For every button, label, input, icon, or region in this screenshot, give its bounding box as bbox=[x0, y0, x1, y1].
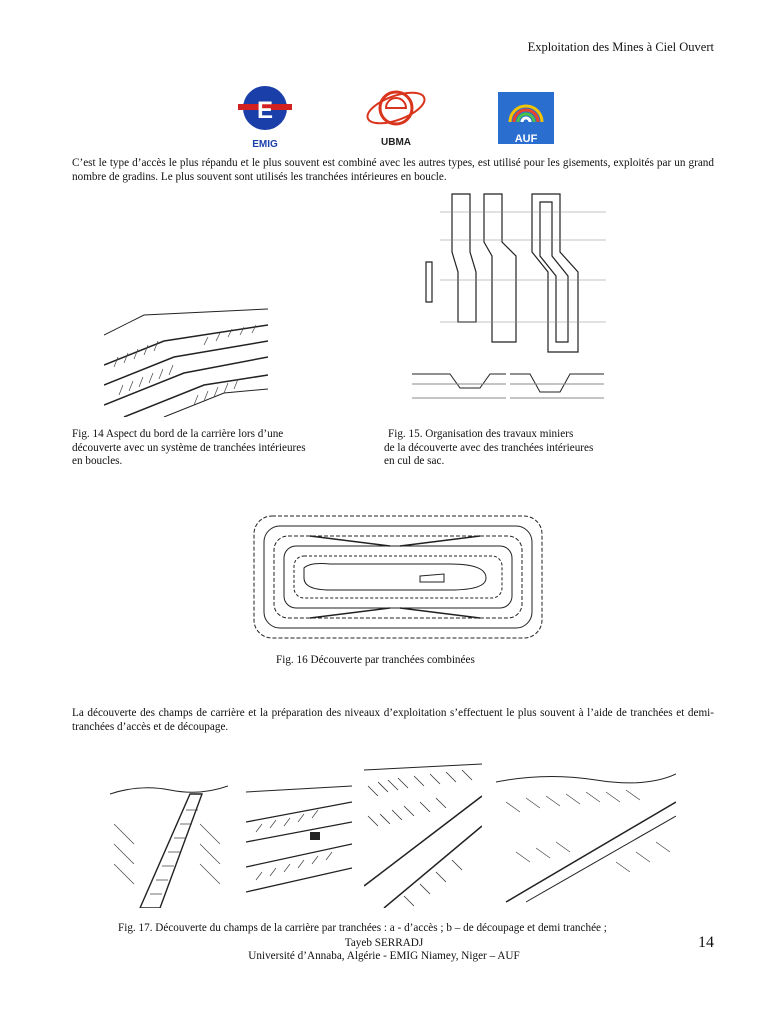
figure-17b-image bbox=[246, 772, 352, 904]
emig-emblem-icon bbox=[234, 84, 296, 134]
figure-15-caption bbox=[384, 428, 704, 469]
ubma-emblem-icon bbox=[360, 84, 432, 132]
logo-auf-label: AUF bbox=[514, 133, 538, 145]
svg-text:E: E bbox=[256, 97, 274, 124]
footer-affiliation: Université d’Annaba, Algérie - EMIG Niamey, Niger – AUF bbox=[248, 950, 520, 962]
cul-de-sac-trench-plan-icon bbox=[410, 192, 606, 418]
auf-emblem-icon bbox=[498, 92, 554, 128]
figure-14-image bbox=[104, 305, 268, 417]
second-paragraph: La découverte des champs de carrière et la préparation des niveaux d’exploitation s’effectuent le plus souvent à l’aide de tranchées et demi-tranchées d’accès et de découpage. bbox=[72, 707, 714, 733]
figure-16-caption: Fig. 16 Découverte par tranchées combinées bbox=[276, 654, 475, 666]
figure-15-caption-line: de la découverte avec des tranchées intérieures bbox=[384, 441, 594, 454]
half-trench-sketch-icon bbox=[364, 756, 482, 908]
figure-15-caption-line: Fig. 15. Organisation des travaux miniers bbox=[388, 428, 574, 440]
cutting-trench-sketch-icon bbox=[246, 772, 352, 904]
figure-16-image bbox=[250, 512, 546, 642]
logo-ubma bbox=[360, 84, 432, 146]
quarry-loop-sketch-icon bbox=[104, 305, 268, 417]
page-number: 14 bbox=[698, 934, 714, 951]
intro-paragraph: C’est le type d’accès le plus répandu et le plus souvent est combiné avec les autres types, est utilisé pour les gisements, exploités par un grand nombre de gradins. Le plus souvent sont utilisés les tranchées intérieures en boucle. bbox=[72, 157, 714, 183]
logo-emig-label: EMIG bbox=[252, 139, 278, 150]
figure-17a-image bbox=[110, 764, 228, 908]
figure-17-caption: Fig. 17. Découverte du champs de la carrière par tranchées : a - d’accès ; b – de découpage et demi tranchée ; bbox=[118, 922, 607, 934]
logo-ubma-label: UBMA bbox=[381, 137, 411, 148]
running-header: Exploitation des Mines à Ciel Ouvert bbox=[527, 40, 714, 54]
figure-14-caption bbox=[72, 428, 372, 469]
figure-17d-image bbox=[496, 752, 676, 904]
logo-auf bbox=[498, 92, 554, 144]
cutting-half-trench-sketch-icon bbox=[496, 752, 676, 904]
footer-author: Tayeb SERRADJ bbox=[344, 937, 424, 949]
figure-14-caption-line: en boucles. bbox=[72, 455, 123, 467]
combined-trench-plan-icon bbox=[250, 512, 546, 642]
figure-14-caption-line: découverte avec un système de tranchées intérieures bbox=[72, 441, 306, 454]
access-trench-sketch-icon bbox=[110, 764, 228, 908]
logo-emig bbox=[234, 84, 296, 150]
figure-17c-image bbox=[364, 756, 482, 908]
figure-15-caption-line: en cul de sac. bbox=[384, 455, 445, 467]
figure-15-image bbox=[410, 192, 606, 418]
figure-14-caption-line: Fig. 14 Aspect du bord de la carrière lors d’une bbox=[72, 428, 284, 440]
